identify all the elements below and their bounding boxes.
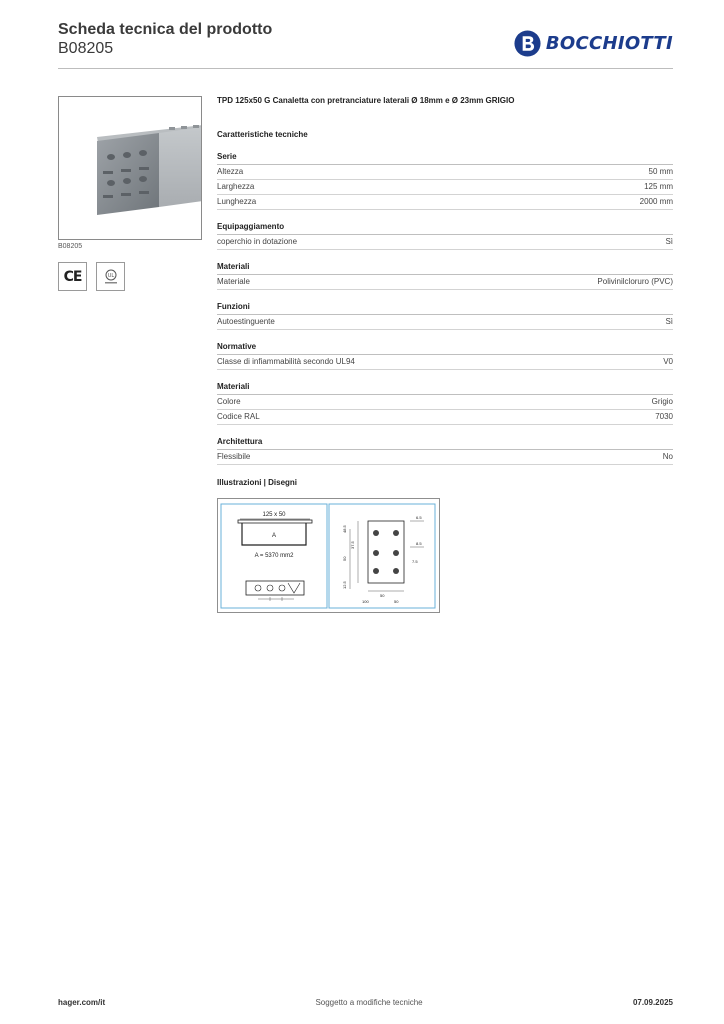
spec-label: Autoestinguente — [217, 317, 275, 326]
spec-group — [217, 342, 673, 370]
spec-value: Grigio — [651, 397, 673, 406]
area-value: A = 5370 mm2 — [254, 553, 294, 559]
dim-label: 50 — [380, 593, 385, 598]
spec-row — [217, 395, 673, 410]
spec-label: Flessibile — [217, 452, 251, 461]
spec-row — [217, 235, 673, 250]
spec-group-title: Architettura — [217, 437, 673, 450]
ce-mark-text: CE — [63, 268, 82, 285]
spec-group-title: Materiali — [217, 262, 673, 275]
dim-label: 12.5 — [342, 581, 347, 589]
cable-trunking-photo-icon — [59, 97, 202, 240]
dim-label: 48.5 — [342, 525, 347, 533]
footer-site-link[interactable]: hager.com/it — [58, 998, 106, 1007]
dim-label: 6.5 — [416, 515, 422, 520]
spec-label: Larghezza — [217, 182, 255, 191]
spec-value: V0 — [663, 357, 673, 366]
spec-label: Materiale — [217, 277, 250, 286]
product-image — [58, 96, 202, 240]
page-footer — [58, 998, 673, 1007]
spec-value: No — [662, 452, 673, 461]
spec-group — [217, 262, 673, 290]
footer-note: Soggetto a modifiche tecniche — [315, 998, 423, 1007]
spec-row — [217, 165, 673, 180]
spec-value: 50 mm — [648, 167, 673, 176]
header-divider — [58, 68, 673, 69]
spec-row — [217, 450, 673, 465]
spec-row — [217, 275, 673, 290]
product-code-caption: B08205 — [58, 243, 83, 250]
product-title: TPD 125x50 G Canaletta con pretranciature laterali Ø 18mm e Ø 23mm GRIGIO — [217, 96, 515, 105]
spec-label: Lunghezza — [217, 197, 257, 206]
spec-value: Sì — [665, 237, 673, 246]
illustrations-heading: Illustrazioni | Disegni — [217, 478, 298, 487]
spec-label: coperchio in dotazione — [217, 237, 298, 246]
brand-name: BOCCHIOTTI — [545, 33, 673, 54]
section-heading: Caratteristiche tecniche — [217, 130, 308, 139]
bocchiotti-logo-icon — [513, 29, 542, 58]
spec-row — [217, 180, 673, 195]
ul-mark-glyph — [101, 267, 121, 287]
spec-group-title: Materiali — [217, 382, 673, 395]
spec-group-title: Equipaggiamento — [217, 222, 673, 235]
spec-group — [217, 382, 673, 425]
spec-group-title: Funzioni — [217, 302, 673, 315]
technical-drawing — [217, 498, 440, 613]
spec-row — [217, 355, 673, 370]
spec-value: Sì — [665, 317, 673, 326]
spec-label: Altezza — [217, 167, 244, 176]
spec-value: Polivinilcloruro (PVC) — [597, 277, 673, 286]
spec-label: Colore — [217, 397, 241, 406]
brand-logo — [513, 29, 673, 58]
section-size-label: 125 x 50 — [262, 512, 286, 518]
dim-label: 100 — [362, 599, 369, 604]
dim-label: 50 — [342, 556, 347, 561]
spec-content — [217, 96, 673, 465]
spec-value: 7030 — [655, 412, 673, 421]
ce-mark-icon — [58, 262, 87, 291]
spec-group — [217, 152, 673, 210]
spec-group — [217, 302, 673, 330]
spec-group-title: Normative — [217, 342, 673, 355]
dim-label: 50 — [394, 599, 399, 604]
technical-drawing-svg — [218, 499, 439, 612]
ul-mark-icon — [96, 262, 125, 291]
dim-label: 37.5 — [350, 541, 355, 549]
spec-row — [217, 410, 673, 425]
spec-group-title: Serie — [217, 152, 673, 165]
area-label: A — [271, 533, 277, 539]
page-product-code: B08205 — [58, 40, 114, 57]
footer-date: 07.09.2025 — [632, 998, 673, 1007]
spec-value: 2000 mm — [639, 197, 673, 206]
dim-label: 7.5 — [412, 559, 418, 564]
spec-label: Classe di infiammabilità secondo UL94 — [217, 357, 355, 366]
spec-row — [217, 195, 673, 210]
spec-group — [217, 222, 673, 250]
page-header — [58, 20, 673, 68]
spec-value: 125 mm — [644, 182, 673, 191]
spec-group — [217, 437, 673, 465]
spec-row — [217, 315, 673, 330]
page-title: Scheda tecnica del prodotto — [58, 21, 273, 38]
dim-label: 8.5 — [416, 541, 422, 546]
spec-label: Codice RAL — [217, 412, 260, 421]
svg-text:UL: UL — [107, 272, 114, 279]
